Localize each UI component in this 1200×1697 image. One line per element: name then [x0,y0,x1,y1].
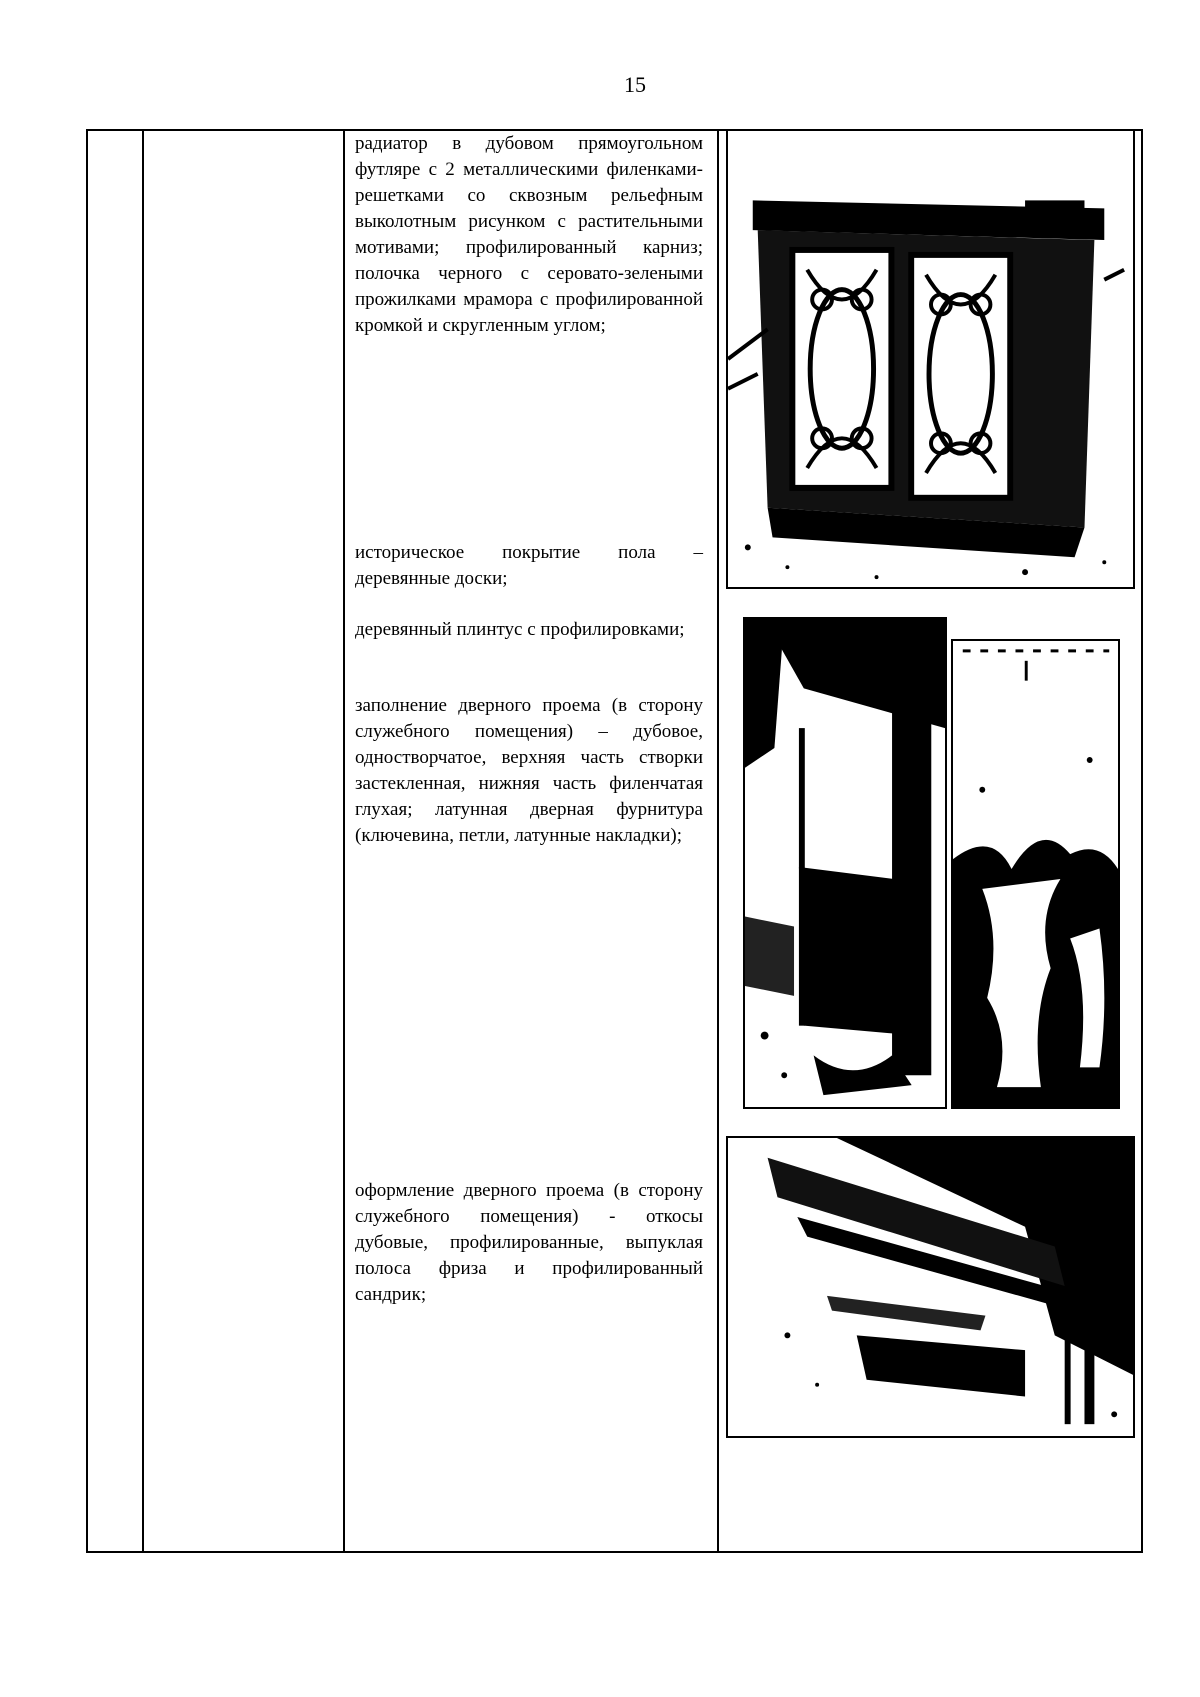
page-number: 15 [624,72,646,97]
column-divider [717,131,719,1551]
column-divider [142,131,144,1551]
description-door-framing: оформление дверного проема (в сторону служебного помещения) - откосы дубовые, профилированные, выпуклая полоса фриза и профилированный сандрик; [355,1180,703,1305]
description-floor: историческое покрытие пола – деревянные доски; [355,542,703,589]
door-photo-right [951,639,1120,1109]
door-photo-left [743,617,947,1109]
door-framing-photo [726,1136,1135,1438]
column-divider [343,131,345,1551]
radiator-photo [726,129,1135,589]
description-baseboard: деревянный плинтус с профилировками; [355,619,685,640]
description-door-filling: заполнение дверного проема (в сторону служебного помещения) – дубовое, одностворчатое, верхняя часть створки застекленная, нижняя часть филенчатая глухая; латунная дверная фурнитура (ключевина, петли, латунные накладки); [355,695,703,846]
description-radiator: радиатор в дубовом прямоугольном футляре с 2 металлическими филенками-решетками со сквозным рельефным выколотным рисунком с растительными мотивами; профилированный карниз; полочка черного с серовато-зелеными прожилками мрамора с профилированной кромкой и скругленным углом; [355,133,703,336]
